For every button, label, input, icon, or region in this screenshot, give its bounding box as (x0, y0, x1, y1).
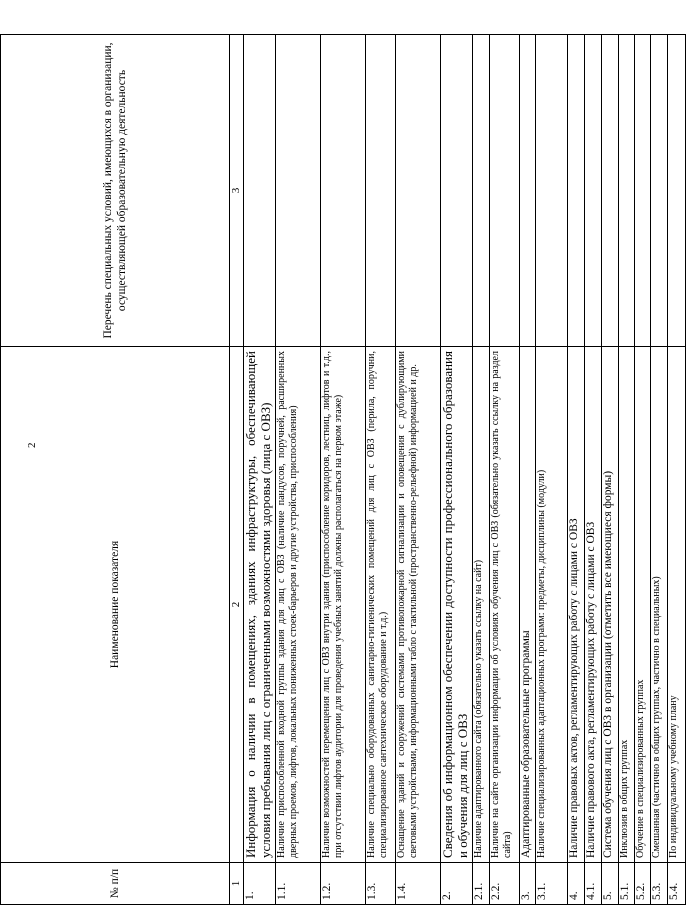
table-row (668, 35, 686, 905)
row-text: Наличие специализированных адаптационных программ: предметы, дисциплины (модули) (536, 347, 568, 863)
col-index-3: 3 (230, 35, 244, 347)
row-text: Сведения об информационном обеспечении доступности профессионального образования и обучения для лиц с ОВЗ (441, 347, 473, 863)
row-number: 2.2. (490, 863, 520, 905)
table-row (366, 35, 396, 905)
row-number: 1.2. (321, 863, 366, 905)
row-value (619, 35, 635, 347)
table-row (321, 35, 366, 905)
row-text: Наличие правового акта, регламентирующих работу с лицами с ОВЗ (585, 347, 602, 863)
row-text: Инклюзия в общих группах (619, 347, 635, 863)
row-text: Наличие правовых актов, регламентирующих работу с лицами с ОВЗ (568, 347, 585, 863)
row-number: 2.1. (473, 863, 490, 905)
row-text: Адаптированные образовательные программы (520, 347, 536, 863)
row-value (668, 35, 686, 347)
row-number: 1.3. (366, 863, 396, 905)
row-value (536, 35, 568, 347)
table-row (602, 35, 619, 905)
table-header-row (1, 35, 230, 905)
row-value (568, 35, 585, 347)
row-number: 5.1. (619, 863, 635, 905)
row-text: Обучение в специализированных группах (635, 347, 651, 863)
row-text: Оснащение зданий и сооружений системами противопожарной сигнализации и оповещения с дублирующими световыми устройствами, информационными табло с тактильной (пространственно-рельефной) информацией и др. (396, 347, 441, 863)
table-row (473, 35, 490, 905)
row-text: Наличие возможностей перемещения лиц с ОВЗ внутри здания (приспособление коридоров, лестниц, лифтов и т.д., при отсутствии лифтов аудитории для проведения учебных занятий должны располагаться на первом этаже) (321, 347, 366, 863)
header-list: Перечень специальных условий, имеющихся в организации, осуществляющей образовательную деятельность (1, 35, 230, 347)
row-number: 5.3. (651, 863, 668, 905)
table-row (619, 35, 635, 905)
row-number: 2. (441, 863, 473, 905)
row-number: 3. (520, 863, 536, 905)
table-row (520, 35, 536, 905)
row-number: 3.1. (536, 863, 568, 905)
row-number: 4.1. (585, 863, 602, 905)
row-value (441, 35, 473, 347)
row-number: 1. (244, 863, 276, 905)
rotated-page (0, 35, 680, 905)
row-value (473, 35, 490, 347)
table-row (396, 35, 441, 905)
row-number: 5.4. (668, 863, 686, 905)
table-row (441, 35, 473, 905)
row-number: 1.4. (396, 863, 441, 905)
table-row (490, 35, 520, 905)
row-text: Наличие адаптированного сайта (обязательно указать ссылку на сайт) (473, 347, 490, 863)
row-value (585, 35, 602, 347)
row-value (635, 35, 651, 347)
row-value (244, 35, 276, 347)
row-number: 5.2. (635, 863, 651, 905)
row-value (520, 35, 536, 347)
row-value (651, 35, 668, 347)
row-text: Система обучения лиц с ОВЗ в организации (отметить все имеющиеся формы) (602, 347, 619, 863)
table-row (585, 35, 602, 905)
row-text: Смешанная (частично в общих группах, частично в специальных) (651, 347, 668, 863)
page-number: 2 (26, 442, 38, 448)
header-num: № п/п (1, 863, 230, 905)
row-text: Наличие специально оборудованных санитарно-гигиенических помещений для лиц с ОВЗ (перила, поручни, специализированное сантехническое оборудование и т.д.) (366, 347, 396, 863)
row-value (366, 35, 396, 347)
conditions-table (0, 34, 686, 905)
row-text: По индивидуальному учебному плану (668, 347, 686, 863)
row-text: Наличие на сайте организации информации об условиях обучения лиц с ОВЗ (обязательно указать ссылку на раздел сайта) (490, 347, 520, 863)
table-row (635, 35, 651, 905)
row-value (276, 35, 321, 347)
col-index-1: 1 (230, 863, 244, 905)
col-index-2: 2 (230, 347, 244, 863)
row-value (490, 35, 520, 347)
row-text: Информация о наличии в помещениях, зданиях инфраструктуры, обеспечивающей условия пребывания лиц с ограниченными возможностями здоровья (лица с ОВЗ) (244, 347, 276, 863)
table-row (651, 35, 668, 905)
row-number: 4. (568, 863, 585, 905)
row-number: 1.1. (276, 863, 321, 905)
table-row (536, 35, 568, 905)
table-row (244, 35, 276, 905)
table-row (276, 35, 321, 905)
row-value (396, 35, 441, 347)
column-index-row (230, 35, 244, 905)
row-value (602, 35, 619, 347)
row-number: 5. (602, 863, 619, 905)
row-value (321, 35, 366, 347)
table-row (568, 35, 585, 905)
row-text: Наличие приспособленной входной группы здания для лиц с ОВЗ (наличие пандусов, поручней, расширенных дверных проемов, лифтов, локальных пониженных стоек-барьеров и другие устройства, приспособления) (276, 347, 321, 863)
header-name: Наименование показателя (1, 347, 230, 863)
